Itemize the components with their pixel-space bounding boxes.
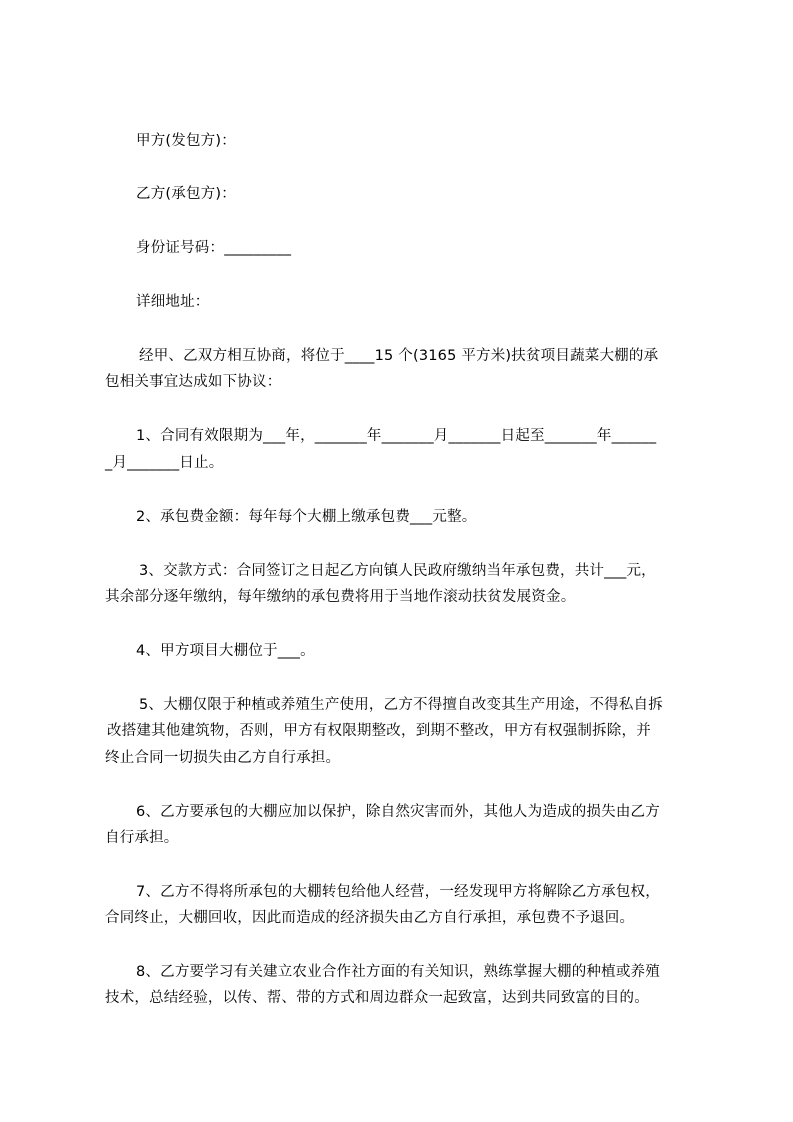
clause-2: 2、承包费金额：每年每个大棚上缴承包费___元整。 — [136, 509, 477, 525]
clause-7-line-1: 7、乙方不得将所承包的大棚转包给他人经营，一经发现甲方将解除乙方承包权， — [136, 884, 660, 900]
clause-5-line-2: 改搭建其他建筑物，否则，甲方有权限期整改，到期不整改，甲方有权强制拆除，并 — [107, 723, 651, 739]
clause-7-line-2: 合同终止，大棚回收，因此而造成的经济损失由乙方自行承担，承包费不予退回。 — [105, 910, 635, 926]
clause-4: 4、甲方项目大棚位于___。 — [136, 643, 315, 659]
party-a-label: 甲方(发包方)： — [136, 133, 236, 149]
address-label: 详细地址： — [136, 294, 210, 310]
clause-3-line-1: 3、交款方式：合同签订之日起乙方向镇人民政府缴纳当年承包费，共计___元， — [139, 563, 656, 579]
clause-1-line-2: _月_______日止。 — [105, 455, 224, 471]
intro-line-2: 包相关事宜达成如下协议： — [105, 374, 282, 390]
clause-3-line-2: 其余部分逐年缴纳，每年缴纳的承包费将用于当地作滚动扶贫发展资金。 — [105, 589, 576, 605]
id-number-label: 身份证号码：_________ — [136, 240, 292, 256]
clause-8-line-2: 技术，总结经验，以传、帮、带的方式和周边群众一起致富，达到共同致富的目的。 — [105, 990, 649, 1006]
clause-6-line-1: 6、乙方要承包的大棚应加以保护，除自然灾害而外，其他人为造成的损失由乙方 — [136, 804, 660, 820]
clause-6-line-2: 自行承担。 — [105, 830, 179, 846]
clause-5-line-3: 终止合同一切损失由乙方自行承担。 — [105, 750, 341, 766]
clause-5-line-1: 5、大棚仅限于种植或养殖生产使用，乙方不得擅自改变其生产用途，不得私自拆 — [139, 697, 663, 713]
clause-8-line-1: 8、乙方要学习有关建立农业合作社方面的有关知识，熟练掌握大棚的种植或养殖 — [136, 964, 660, 980]
clause-1-line-1: 1、合同有效限期为___年，_______年_______月_______日起至_______年______ — [136, 428, 657, 444]
party-b-label: 乙方(承包方)： — [136, 186, 236, 202]
intro-line-1: 经甲、乙双方相互协商，将位于____15 个(3165 平方米)扶贫项目蔬菜大棚的承 — [139, 348, 659, 364]
